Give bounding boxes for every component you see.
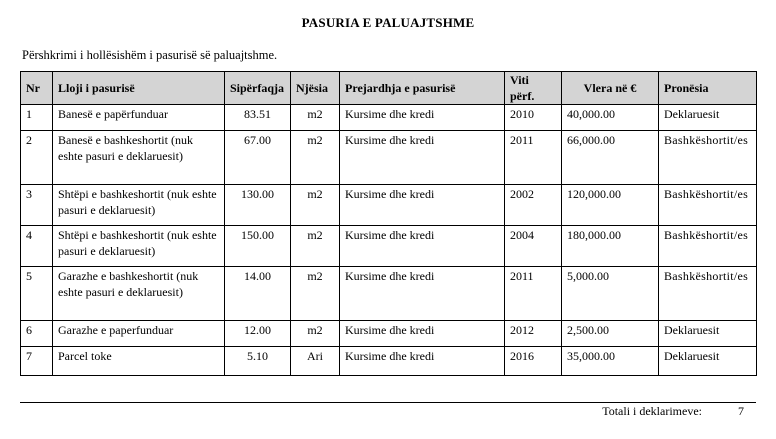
header-nr: Nr (21, 72, 53, 105)
total-value: 7 (738, 404, 744, 418)
cell-ownership: Deklaruesit (659, 321, 757, 347)
cell-unit: m2 (291, 105, 340, 131)
table-row (21, 185, 757, 226)
cell-origin: Kursime dhe kredi (340, 226, 505, 267)
cell-year: 2012 (505, 321, 562, 347)
table-row (21, 105, 757, 131)
table-row (21, 131, 757, 185)
cell-year: 2002 (505, 185, 562, 226)
cell-area: 130.00 (225, 185, 291, 226)
declarations-total (602, 404, 744, 419)
cell-value: 120,000.00 (562, 185, 659, 226)
cell-nr: 4 (21, 226, 53, 267)
cell-unit: m2 (291, 267, 340, 321)
cell-nr: 5 (21, 267, 53, 321)
table-row (21, 347, 757, 376)
cell-type: Banesë e bashkeshortit (nuk eshte pasuri e deklaruesit) (53, 131, 225, 185)
cell-ownership: Bashkëshortit/es (659, 226, 757, 267)
cell-value: 2,500.00 (562, 321, 659, 347)
header-year: Viti përf. (505, 72, 562, 105)
cell-area: 14.00 (225, 267, 291, 321)
cell-ownership: Deklaruesit (659, 347, 757, 376)
header-value: Vlera në € (562, 72, 659, 105)
cell-nr: 7 (21, 347, 53, 376)
cell-value: 66,000.00 (562, 131, 659, 185)
cell-year: 2010 (505, 105, 562, 131)
cell-area: 150.00 (225, 226, 291, 267)
cell-origin: Kursime dhe kredi (340, 185, 505, 226)
cell-ownership: Deklaruesit (659, 105, 757, 131)
cell-value: 35,000.00 (562, 347, 659, 376)
cell-nr: 3 (21, 185, 53, 226)
total-label: Totali i deklarimeve: (602, 404, 702, 418)
cell-area: 67.00 (225, 131, 291, 185)
header-origin: Prejardhja e pasurisë (340, 72, 505, 105)
cell-year: 2004 (505, 226, 562, 267)
cell-type: Garazhe e paperfunduar (53, 321, 225, 347)
cell-type: Garazhe e bashkeshortit (nuk eshte pasuri e deklaruesit) (53, 267, 225, 321)
header-area: Sipërfaqja (225, 72, 291, 105)
cell-nr: 2 (21, 131, 53, 185)
cell-year: 2011 (505, 131, 562, 185)
cell-type: Banesë e papërfunduar (53, 105, 225, 131)
cell-unit: Ari (291, 347, 340, 376)
page-title: PASURIA E PALUAJTSHME (301, 15, 475, 30)
cell-nr: 1 (21, 105, 53, 131)
cell-area: 12.00 (225, 321, 291, 347)
assets-table (20, 71, 757, 376)
cell-unit: m2 (291, 226, 340, 267)
cell-origin: Kursime dhe kredi (340, 105, 505, 131)
table-row (21, 226, 757, 267)
section-description: Përshkrimi i hollësishëm i pasurisë së paluajtshme. (22, 48, 278, 62)
cell-type: Shtëpi e bashkeshortit (nuk eshte pasuri e deklaruesit) (53, 226, 225, 267)
cell-type: Parcel toke (53, 347, 225, 376)
table-header-row (21, 72, 757, 105)
table-row (21, 321, 757, 347)
header-type: Lloji i pasurisë (53, 72, 225, 105)
table-bottom-rule (20, 402, 756, 403)
header-ownership: Pronësia (659, 72, 757, 105)
cell-origin: Kursime dhe kredi (340, 267, 505, 321)
cell-unit: m2 (291, 131, 340, 185)
cell-type: Shtëpi e bashkeshortit (nuk eshte pasuri e deklaruesit) (53, 185, 225, 226)
table-row (21, 267, 757, 321)
cell-value: 40,000.00 (562, 105, 659, 131)
cell-ownership: Bashkëshortit/es (659, 131, 757, 185)
cell-year: 2016 (505, 347, 562, 376)
cell-origin: Kursime dhe kredi (340, 321, 505, 347)
cell-area: 5.10 (225, 347, 291, 376)
cell-unit: m2 (291, 185, 340, 226)
cell-origin: Kursime dhe kredi (340, 131, 505, 185)
cell-ownership: Bashkëshortit/es (659, 267, 757, 321)
cell-area: 83.51 (225, 105, 291, 131)
header-unit: Njësia (291, 72, 340, 105)
cell-value: 5,000.00 (562, 267, 659, 321)
cell-year: 2011 (505, 267, 562, 321)
cell-unit: m2 (291, 321, 340, 347)
cell-origin: Kursime dhe kredi (340, 347, 505, 376)
cell-nr: 6 (21, 321, 53, 347)
cell-ownership: Bashkëshortit/es (659, 185, 757, 226)
cell-value: 180,000.00 (562, 226, 659, 267)
